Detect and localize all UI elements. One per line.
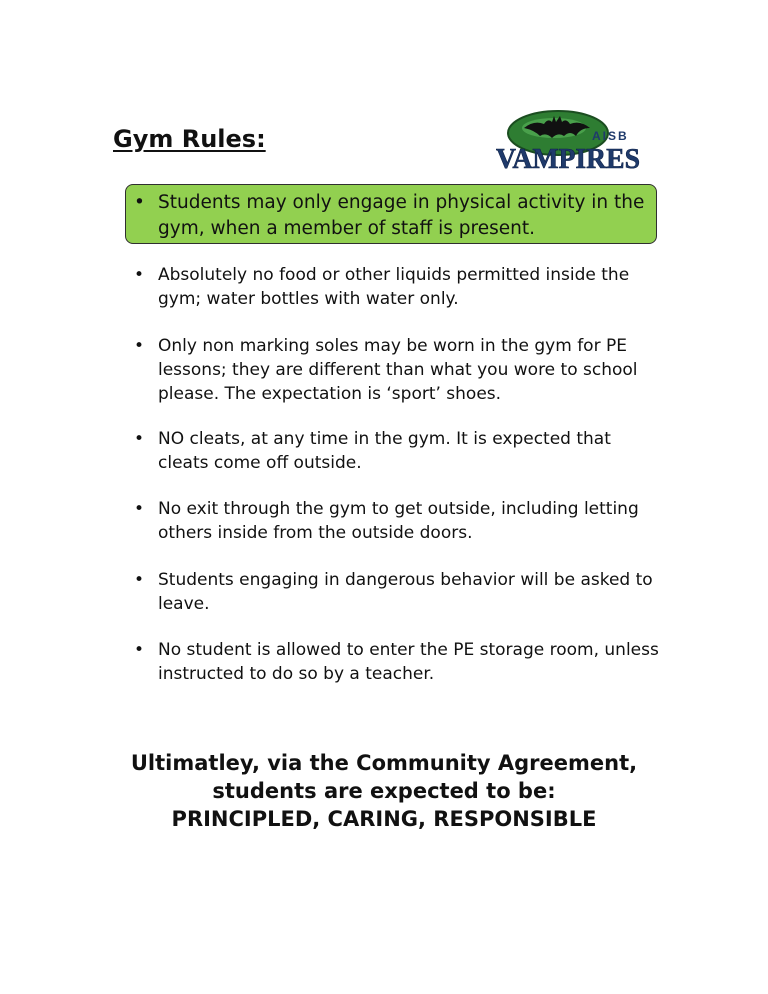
closing-line-1: Ultimatley, via the Community Agreement, (130, 751, 638, 775)
rule-item (134, 427, 664, 475)
rule-item (134, 568, 664, 616)
rule-text: Absolutely no food or other liquids permitted inside the gym; water bottles with water only. (158, 265, 630, 309)
bullet: • (134, 265, 145, 285)
rule-item (134, 334, 664, 406)
bullet: • (134, 192, 145, 213)
rule-item (134, 497, 664, 545)
rule-text: Students engaging in dangerous behavior will be asked to leave. (158, 570, 653, 614)
logo-aisb-text: AISB (592, 129, 629, 143)
logo-vampires-text: VAMPIRES (496, 144, 640, 175)
rule-text: Students may only engage in physical activity in the gym, when a member of staff is present. (158, 192, 645, 239)
bullet: • (134, 336, 145, 356)
bullet: • (134, 499, 145, 519)
page-title: Gym Rules: (113, 125, 266, 153)
rule-text: No exit through the gym to get outside, including letting others inside from the outside doors. (158, 499, 639, 543)
bullet: • (134, 429, 145, 449)
closing-statement (84, 749, 684, 833)
closing-line-2: students are expected to be: (212, 779, 556, 803)
bullet: • (134, 640, 145, 660)
rule-text: NO cleats, at any time in the gym. It is expected that cleats come off outside. (158, 429, 611, 473)
closing-line-3: PRINCIPLED, CARING, RESPONSIBLE (171, 807, 597, 831)
aisb-vampires-logo (494, 106, 642, 180)
rule-text: Only non marking soles may be worn in the gym for PE lessons; they are different than what you wore to school please. The expectation is ‘sport’ shoes. (158, 336, 638, 404)
rule-item (134, 190, 664, 242)
rule-text: No student is allowed to enter the PE storage room, unless instructed to do so by a teacher. (158, 640, 659, 684)
rule-item (134, 638, 664, 686)
rule-item (134, 263, 664, 311)
bullet: • (134, 570, 145, 590)
